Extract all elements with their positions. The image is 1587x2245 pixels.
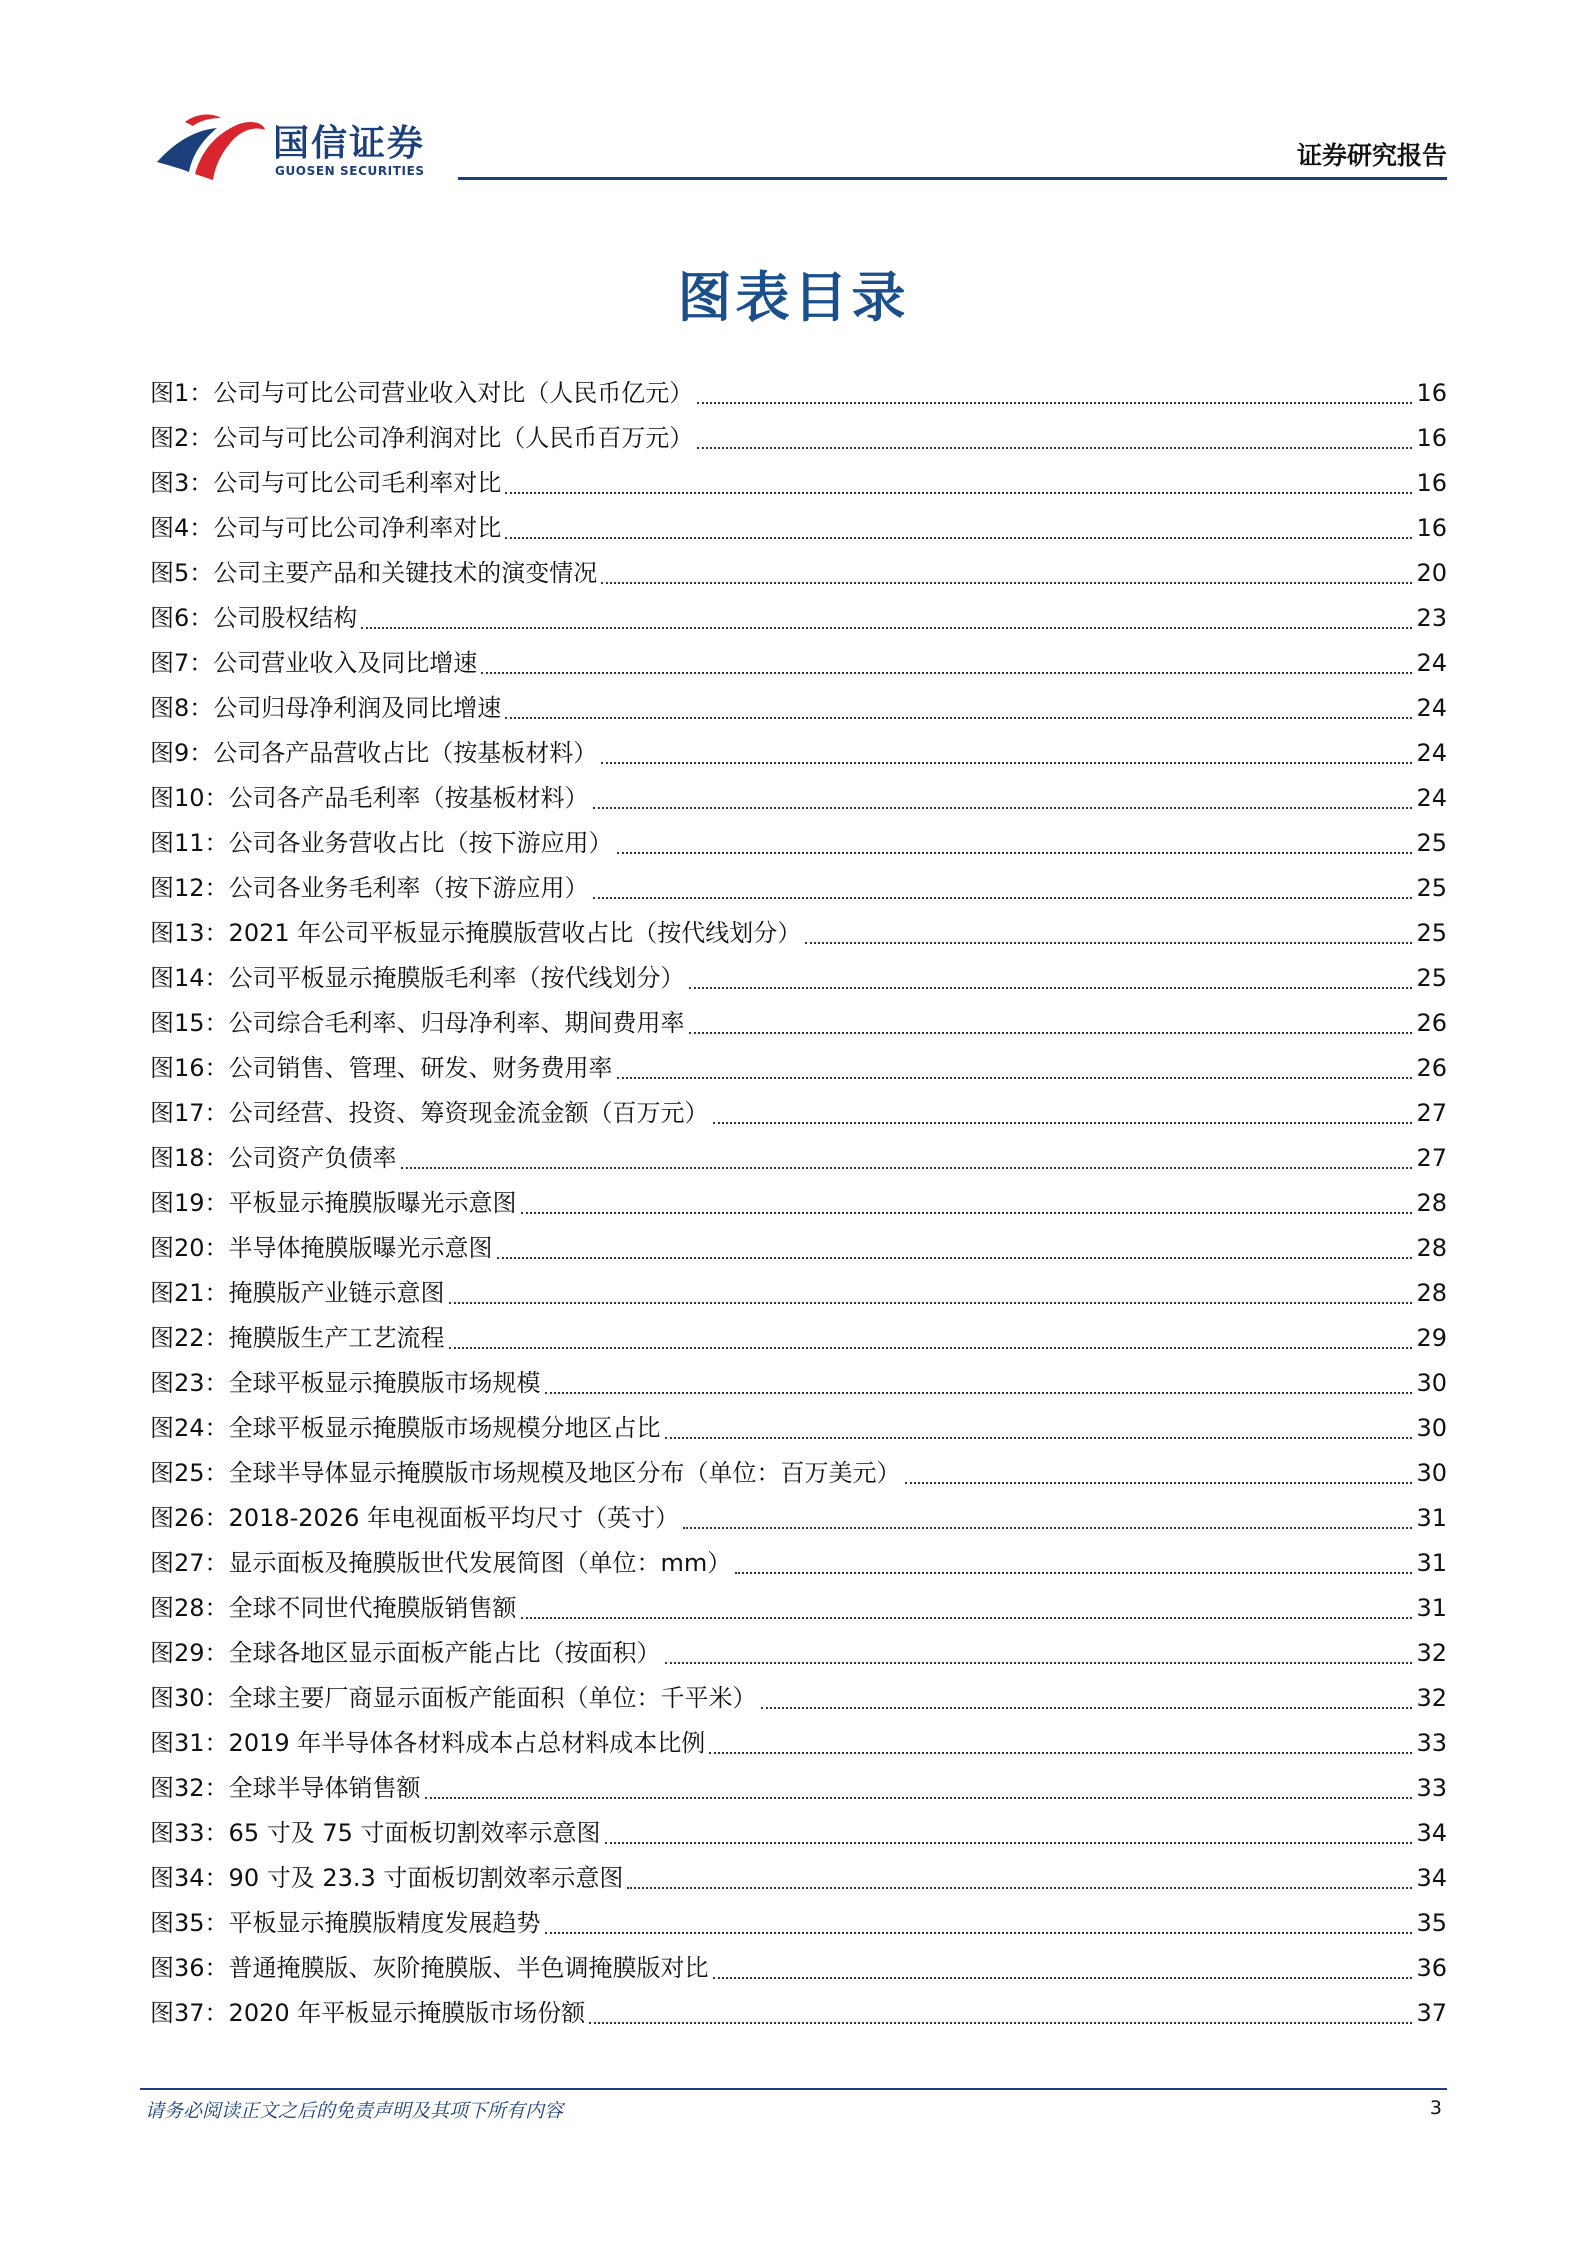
toc-entry[interactable]	[150, 506, 1447, 551]
toc-entry[interactable]	[150, 596, 1447, 641]
toc-page-number: 24	[1416, 694, 1447, 722]
toc-entry[interactable]	[150, 1181, 1447, 1226]
toc-figure-title: 公司平板显示掩膜版毛利率（按代线划分）	[228, 964, 685, 992]
toc-page-number: 25	[1416, 919, 1447, 947]
toc-page-number: 25	[1416, 874, 1447, 902]
table-of-figures	[150, 371, 1447, 2036]
toc-dot-leader	[361, 626, 1412, 629]
toc-page-number: 23	[1416, 604, 1447, 632]
toc-dot-leader	[805, 941, 1412, 944]
toc-figure-number: 图9：	[150, 739, 214, 767]
toc-figure-title: 公司股权结构	[213, 604, 358, 632]
toc-figure-title: 全球主要厂商显示面板产能面积（单位：千平米）	[228, 1684, 757, 1712]
toc-dot-leader	[735, 1571, 1412, 1574]
toc-figure-title: 公司经营、投资、筹资现金流金额（百万元）	[228, 1099, 709, 1127]
toc-page-number: 24	[1416, 784, 1447, 812]
toc-figure-title: 显示面板及掩膜版世代发展简图（单位：mm）	[228, 1549, 732, 1577]
toc-dot-leader	[505, 491, 1412, 494]
toc-figure-number: 图25：	[150, 1459, 229, 1487]
company-logo	[155, 112, 455, 184]
toc-figure-title: 掩膜版产业链示意图	[228, 1279, 445, 1307]
footer-divider	[140, 2088, 1447, 2090]
toc-dot-leader	[605, 1841, 1413, 1844]
toc-entry[interactable]	[150, 1136, 1447, 1181]
toc-figure-number: 图33：	[150, 1819, 229, 1847]
toc-entry[interactable]	[150, 866, 1447, 911]
toc-figure-number: 图15：	[150, 1009, 229, 1037]
toc-figure-title: 全球半导体显示掩膜版市场规模及地区分布（单位：百万美元）	[228, 1459, 901, 1487]
toc-figure-title: 公司与可比公司毛利率对比	[213, 469, 502, 497]
toc-dot-leader	[627, 1886, 1412, 1889]
toc-page-number: 16	[1416, 469, 1447, 497]
toc-page-number: 29	[1416, 1324, 1447, 1352]
toc-page-number: 27	[1416, 1144, 1447, 1172]
toc-page-number: 16	[1416, 424, 1447, 452]
toc-dot-leader	[689, 1031, 1413, 1034]
page-header	[0, 0, 1587, 190]
toc-page-number: 27	[1416, 1099, 1447, 1127]
toc-figure-title: 全球平板显示掩膜版市场规模	[228, 1369, 541, 1397]
toc-dot-leader	[449, 1346, 1413, 1349]
toc-page-number: 16	[1416, 379, 1447, 407]
toc-page-number: 33	[1416, 1729, 1447, 1757]
toc-dot-leader	[449, 1301, 1413, 1304]
toc-figure-number: 图4：	[150, 514, 214, 542]
toc-entry[interactable]	[150, 461, 1447, 506]
toc-figure-number: 图7：	[150, 649, 214, 677]
toc-entry[interactable]	[150, 1451, 1447, 1496]
toc-page-number: 25	[1416, 964, 1447, 992]
toc-figure-title: 公司销售、管理、研发、财务费用率	[228, 1054, 613, 1082]
toc-figure-title: 90 寸及 23.3 寸面板切割效率示意图	[228, 1864, 624, 1892]
toc-dot-leader	[593, 806, 1413, 809]
toc-entry[interactable]	[150, 1001, 1447, 1046]
toc-entry[interactable]	[150, 1856, 1447, 1901]
toc-entry[interactable]	[150, 821, 1447, 866]
toc-dot-leader	[481, 671, 1412, 674]
toc-figure-title: 2021 年公司平板显示掩膜版营收占比（按代线划分）	[228, 919, 802, 947]
toc-dot-leader	[689, 986, 1413, 989]
toc-figure-number: 图14：	[150, 964, 229, 992]
logo-text-cn: 国信证券	[273, 123, 426, 164]
toc-entry[interactable]	[150, 911, 1447, 956]
toc-figure-title: 平板显示掩膜版曝光示意图	[228, 1189, 517, 1217]
toc-figure-title: 公司各产品毛利率（按基板材料）	[228, 784, 589, 812]
toc-page-number: 20	[1416, 559, 1447, 587]
toc-figure-title: 全球各地区显示面板产能占比（按面积）	[228, 1639, 661, 1667]
toc-dot-leader	[713, 1121, 1413, 1124]
toc-figure-title: 全球平板显示掩膜版市场规模分地区占比	[228, 1414, 661, 1442]
toc-figure-title: 全球半导体销售额	[228, 1774, 421, 1802]
toc-page-number: 37	[1416, 1999, 1447, 2027]
toc-entry[interactable]	[150, 1271, 1447, 1316]
toc-figure-title: 公司归母净利润及同比增速	[213, 694, 502, 722]
toc-dot-leader	[425, 1796, 1413, 1799]
toc-entry[interactable]	[150, 776, 1447, 821]
toc-entry[interactable]	[150, 371, 1447, 416]
toc-dot-leader	[665, 1661, 1413, 1664]
toc-dot-leader	[593, 896, 1413, 899]
toc-entry[interactable]	[150, 1766, 1447, 1811]
toc-dot-leader	[709, 1751, 1412, 1754]
toc-entry[interactable]	[150, 1946, 1447, 1991]
toc-figure-number: 图12：	[150, 874, 229, 902]
header-divider	[458, 177, 1447, 180]
toc-page-number: 31	[1416, 1549, 1447, 1577]
toc-dot-leader	[545, 1931, 1413, 1934]
toc-dot-leader	[601, 761, 1412, 764]
toc-page-number: 34	[1416, 1819, 1447, 1847]
toc-dot-leader	[683, 1526, 1412, 1529]
toc-figure-title: 公司与可比公司净利润对比（人民币百万元）	[213, 424, 694, 452]
report-type-label: 证券研究报告	[1296, 141, 1447, 170]
toc-dot-leader	[505, 536, 1412, 539]
toc-figure-number: 图17：	[150, 1099, 229, 1127]
toc-figure-number: 图29：	[150, 1639, 229, 1667]
toc-figure-number: 图10：	[150, 784, 229, 812]
logo-text-en: GUOSEN SECURITIES	[275, 164, 425, 178]
toc-figure-number: 图18：	[150, 1144, 229, 1172]
toc-dot-leader	[601, 581, 1412, 584]
toc-entry[interactable]	[150, 551, 1447, 596]
toc-page-number: 33	[1416, 1774, 1447, 1802]
toc-page-number: 30	[1416, 1369, 1447, 1397]
toc-dot-leader	[713, 1976, 1413, 1979]
toc-figure-number: 图24：	[150, 1414, 229, 1442]
toc-figure-title: 2018-2026 年电视面板平均尺寸（英寸）	[228, 1504, 679, 1532]
toc-page-number: 26	[1416, 1009, 1447, 1037]
logo-mark-icon	[155, 112, 267, 184]
toc-entry[interactable]	[150, 1046, 1447, 1091]
toc-entry[interactable]	[150, 1496, 1447, 1541]
toc-figure-number: 图30：	[150, 1684, 229, 1712]
toc-page-number: 34	[1416, 1864, 1447, 1892]
toc-page-number: 28	[1416, 1189, 1447, 1217]
toc-page-number: 24	[1416, 739, 1447, 767]
toc-dot-leader	[505, 716, 1412, 719]
toc-figure-number: 图34：	[150, 1864, 229, 1892]
toc-figure-number: 图20：	[150, 1234, 229, 1262]
toc-figure-title: 65 寸及 75 寸面板切割效率示意图	[228, 1819, 601, 1847]
toc-figure-title: 公司与可比公司净利率对比	[213, 514, 502, 542]
toc-dot-leader	[589, 2021, 1412, 2024]
toc-figure-number: 图16：	[150, 1054, 229, 1082]
toc-figure-title: 全球不同世代掩膜版销售额	[228, 1594, 517, 1622]
toc-page-number: 35	[1416, 1909, 1447, 1937]
toc-entry[interactable]	[150, 416, 1447, 461]
toc-figure-number: 图3：	[150, 469, 214, 497]
toc-dot-leader	[665, 1436, 1413, 1439]
toc-entry[interactable]	[150, 1316, 1447, 1361]
toc-figure-title: 公司资产负债率	[228, 1144, 397, 1172]
toc-dot-leader	[617, 851, 1413, 854]
toc-entry[interactable]	[150, 1226, 1447, 1271]
toc-figure-title: 公司各产品营收占比（按基板材料）	[213, 739, 598, 767]
toc-page-number: 32	[1416, 1684, 1447, 1712]
toc-figure-title: 掩膜版生产工艺流程	[228, 1324, 445, 1352]
toc-figure-number: 图2：	[150, 424, 214, 452]
toc-entry[interactable]	[150, 1091, 1447, 1136]
toc-entry[interactable]	[150, 731, 1447, 776]
toc-figure-number: 图27：	[150, 1549, 229, 1577]
toc-figure-number: 图31：	[150, 1729, 229, 1757]
toc-figure-number: 图37：	[150, 1999, 229, 2027]
toc-figure-title: 公司营业收入及同比增速	[213, 649, 478, 677]
toc-page-number: 31	[1416, 1594, 1447, 1622]
toc-figure-number: 图1：	[150, 379, 214, 407]
toc-page-number: 26	[1416, 1054, 1447, 1082]
toc-entry[interactable]	[150, 641, 1447, 686]
toc-dot-leader	[497, 1256, 1413, 1259]
toc-figure-number: 图13：	[150, 919, 229, 947]
toc-page-number: 36	[1416, 1954, 1447, 1982]
page-number: 3	[1429, 2097, 1442, 2119]
toc-dot-leader	[521, 1616, 1413, 1619]
toc-figure-title: 公司主要产品和关键技术的演变情况	[213, 559, 598, 587]
toc-dot-leader	[761, 1706, 1413, 1709]
toc-dot-leader	[401, 1166, 1413, 1169]
toc-entry[interactable]	[150, 1361, 1447, 1406]
toc-entry[interactable]	[150, 1991, 1447, 2036]
toc-entry[interactable]	[150, 1406, 1447, 1451]
toc-figure-number: 图21：	[150, 1279, 229, 1307]
toc-figure-title: 公司各业务毛利率（按下游应用）	[228, 874, 589, 902]
toc-figure-title: 半导体掩膜版曝光示意图	[228, 1234, 493, 1262]
toc-dot-leader	[617, 1076, 1413, 1079]
toc-figure-title: 公司各业务营收占比（按下游应用）	[228, 829, 613, 857]
toc-figure-number: 图32：	[150, 1774, 229, 1802]
toc-figure-number: 图22：	[150, 1324, 229, 1352]
toc-entry[interactable]	[150, 956, 1447, 1001]
toc-figure-number: 图19：	[150, 1189, 229, 1217]
toc-figure-number: 图28：	[150, 1594, 229, 1622]
toc-figure-number: 图6：	[150, 604, 214, 632]
toc-page-number: 24	[1416, 649, 1447, 677]
toc-dot-leader	[697, 446, 1412, 449]
toc-entry[interactable]	[150, 1631, 1447, 1676]
toc-page-number: 30	[1416, 1414, 1447, 1442]
toc-figure-title: 公司与可比公司营业收入对比（人民币亿元）	[213, 379, 694, 407]
toc-entry[interactable]	[150, 1676, 1447, 1721]
toc-page-number: 32	[1416, 1639, 1447, 1667]
toc-entry[interactable]	[150, 1721, 1447, 1766]
toc-figure-number: 图5：	[150, 559, 214, 587]
toc-figure-number: 图8：	[150, 694, 214, 722]
toc-figure-title: 2019 年半导体各材料成本占总材料成本比例	[228, 1729, 706, 1757]
toc-entry[interactable]	[150, 1811, 1447, 1856]
toc-figure-number: 图23：	[150, 1369, 229, 1397]
toc-figure-number: 图11：	[150, 829, 229, 857]
toc-entry[interactable]	[150, 1901, 1447, 1946]
toc-page-number: 28	[1416, 1234, 1447, 1262]
toc-dot-leader	[545, 1391, 1413, 1394]
disclaimer-note: 请务必阅读正文之后的免责声明及其项下所有内容	[145, 2100, 564, 2122]
toc-entry[interactable]	[150, 1586, 1447, 1631]
toc-page-number: 30	[1416, 1459, 1447, 1487]
page-title: 图表目录	[677, 266, 910, 329]
toc-entry[interactable]	[150, 1541, 1447, 1586]
toc-figure-number: 图35：	[150, 1909, 229, 1937]
toc-dot-leader	[521, 1211, 1413, 1214]
toc-figure-title: 普通掩膜版、灰阶掩膜版、半色调掩膜版对比	[228, 1954, 709, 1982]
toc-dot-leader	[697, 401, 1412, 404]
toc-page-number: 25	[1416, 829, 1447, 857]
toc-figure-number: 图26：	[150, 1504, 229, 1532]
toc-page-number: 16	[1416, 514, 1447, 542]
toc-dot-leader	[905, 1481, 1413, 1484]
toc-figure-number: 图36：	[150, 1954, 229, 1982]
toc-page-number: 28	[1416, 1279, 1447, 1307]
toc-page-number: 31	[1416, 1504, 1447, 1532]
toc-entry[interactable]	[150, 686, 1447, 731]
toc-figure-title: 2020 年平板显示掩膜版市场份额	[228, 1999, 586, 2027]
toc-figure-title: 公司综合毛利率、归母净利率、期间费用率	[228, 1009, 685, 1037]
toc-figure-title: 平板显示掩膜版精度发展趋势	[228, 1909, 541, 1937]
